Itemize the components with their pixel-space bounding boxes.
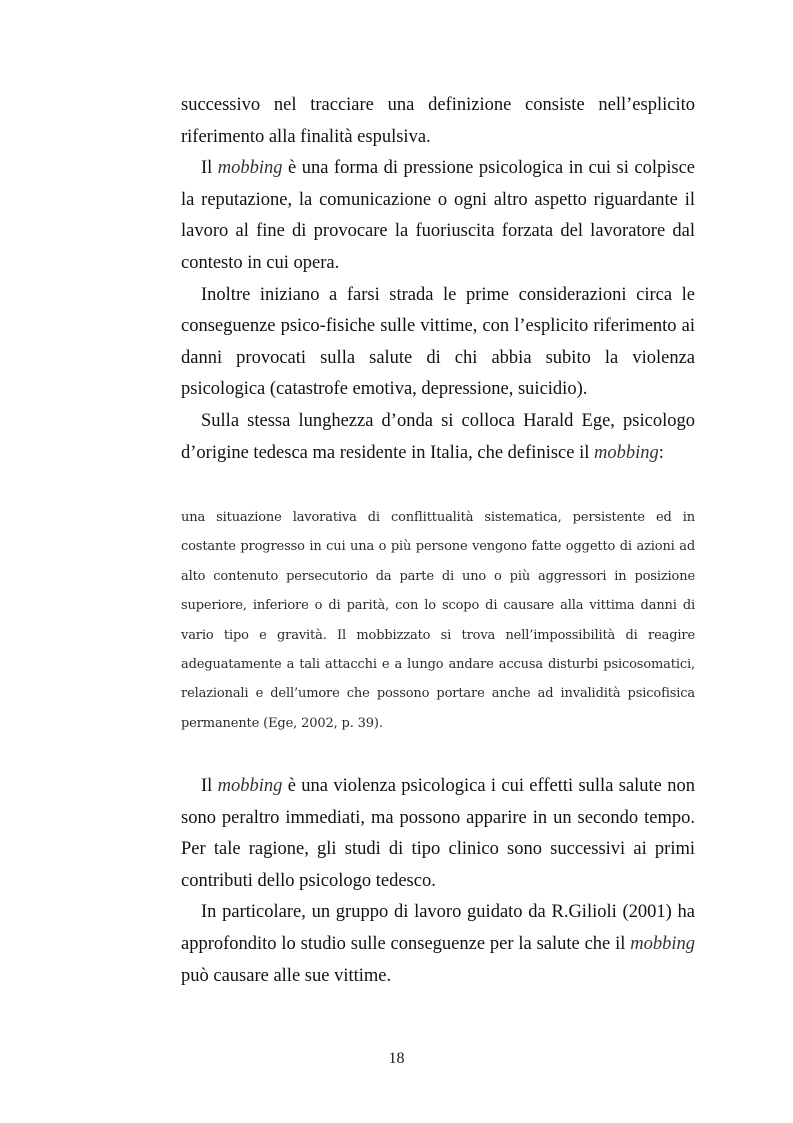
paragraph-text: Il: [201, 776, 218, 796]
paragraph-text: è una forma di pressione psicologica in cui si colpisce la reputazione, la comunicazione o ogni altro aspetto riguardante il lavoro al fine di provocare la fuoriuscita forzata del lavoratore dal contesto in cui opera.: [181, 158, 695, 273]
paragraph-text: può causare alle sue vittime.: [181, 965, 392, 986]
block-quote: una situazione lavorativa di conflittualità sistematica, persistente ed in costante progresso in cui una o più persone vengono fatte oggetto di azioni ad alto contenuto persecutorio da parte di uno o più aggressori in posizione superiore, inferiore o di parità, con lo scopo di causare alla vittima danni di vario tipo e gravità. Il mobbizzato si trova nell’impossibilità di reagire adeguatamente a tali attacchi e a lungo andare accusa disturbi psicosomatici, relazionali e dell’umore che possono portare anche ad invalidità psicofisica permanente (Ege, 2002, p. 39).: [181, 510, 695, 731]
paragraph-mobbing-definition: [181, 153, 695, 279]
paragraph-text: è una violenza psicologica i cui effetti sulla salute non sono peraltro immediati, ma possono apparire in un secondo tempo. Per tale ragione, gli studi di tipo clinico sono successivi ai primi contributi dello psicologo tedesco.: [181, 776, 695, 891]
paragraph-text: In particolare, un gruppo di lavoro guidato da R.Gilioli (2001) ha approfondito lo studio sulle conseguenze per la salute che il: [181, 902, 695, 954]
italic-term: mobbing: [217, 158, 283, 179]
italic-term: mobbing: [594, 442, 659, 463]
paragraph-gilioli: [181, 897, 695, 992]
body-text-bottom: [181, 771, 695, 992]
paragraph-text: Sulla stessa lunghezza d’onda si colloca Harald Ege, psicologo d’origine tedesca ma residente in Italia, che definisce il: [181, 410, 695, 463]
italic-term: mobbing: [630, 933, 695, 954]
page-number: 18: [388, 1050, 405, 1067]
paragraph-text: :: [658, 442, 664, 463]
paragraph-clinical-studies: [181, 771, 695, 897]
body-text-top: [181, 90, 695, 469]
paragraph-continuation: successivo nel tracciare una definizione consiste nell’esplicito riferimento alla finalità espulsiva.: [181, 95, 695, 147]
paragraph-text: Il: [201, 158, 218, 179]
paragraph-ege-intro: [181, 406, 695, 469]
italic-term: mobbing: [217, 776, 283, 796]
paragraph-consequences: Inoltre iniziano a farsi strada le prime considerazioni circa le conseguenze psico-fisiche sulle vittime, con l’esplicito riferimento ai danni provocati sulla salute di chi abbia subito la violenza psicologica (catastrofe emotiva, depressione, suicidio).: [181, 284, 695, 400]
